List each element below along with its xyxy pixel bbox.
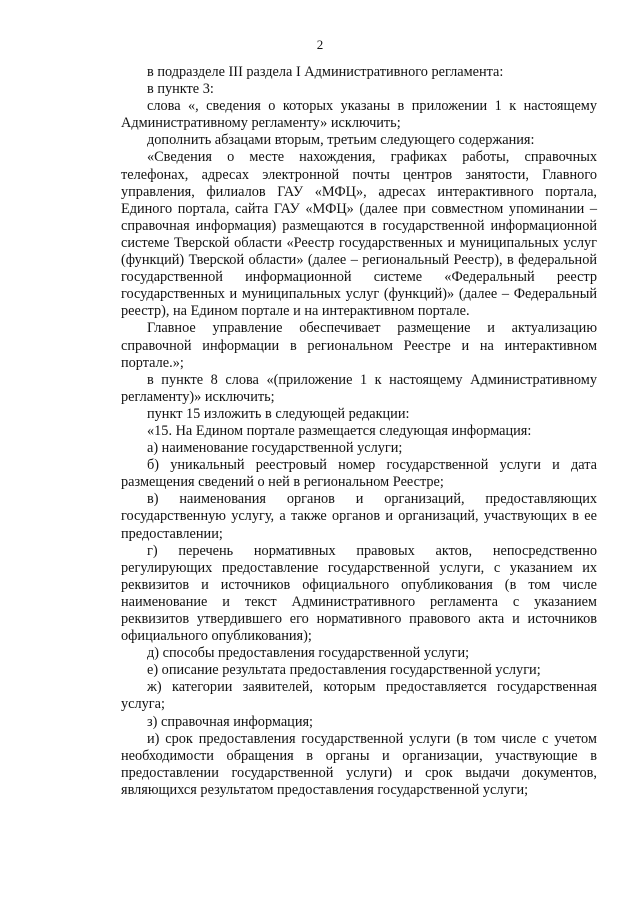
paragraph-4: дополнить абзацами вторым, третьим следующего содержания: (147, 132, 535, 149)
page-number: 2 (316, 37, 324, 52)
paragraph-6: Главное управление обеспечивает размещение и актуализацию справочной информации в региональном Реестре и на интерактивном портале.»; (121, 320, 597, 371)
paragraph-3: слова «, сведения о которых указаны в приложении 1 к настоящему Административному регламенту» исключить; (121, 98, 597, 132)
list-item-b: б) уникальный реестровый номер государственной услуги и дата размещения сведений о ней в региональном Реестре; (121, 457, 597, 491)
list-item-g: г) перечень нормативных правовых актов, непосредственно регулирующих предоставление государственной услуги, с указанием их реквизитов и источников официального опубликования (в том числе наименование и текст Административного регламента с указанием реквизитов утвердившего его нормативного правового акта и источников официального опубликования); (121, 542, 597, 645)
list-item-e: е) описание результата предоставления государственной услуги; (147, 662, 541, 679)
list-item-d: д) способы предоставления государственной услуги; (147, 645, 470, 662)
paragraph-7: в пункте 8 слова «(приложение 1 к настоящему Административному регламенту)» исключить; (121, 371, 597, 405)
paragraph-2: в пункте 3: (147, 81, 214, 98)
paragraph-1: в подразделе III раздела I Административного регламента: (147, 64, 504, 80)
paragraph-8: пункт 15 изложить в следующей редакции: (147, 405, 410, 422)
list-item-i: и) срок предоставления государственной услуги (в том числе с учетом необходимости обращения в органы и организации, участвующие в предоставлении государственной услуги) и срок выдачи документов, являющихся результатом предоставления государственной услуги; (121, 730, 597, 798)
list-item-v: в) наименования органов и организаций, предоставляющих государственную услугу, а также органов и организаций, участвующих в ее предоставлении; (121, 491, 597, 542)
paragraph-5: «Сведения о месте нахождения, графиках работы, справочных телефонах, адресах электронной почты центров занятости, Главного управления, филиалов ГАУ «МФЦ», адресах интерактивного портала, Единого портала, сайта ГАУ «МФЦ» (далее при совместном упоминании – справочная информация) размещаются в государственной информационной системе Тверской области «Реестр государственных и муниципальных услуг (функций) Тверской области» (далее – региональный Реестр), в федеральной государственной информационной системе «Федеральный реестр государственных и муниципальных услуг (функций)» (далее – Федеральный реестр), на Едином портале и на интерактивном портале. (121, 149, 597, 320)
list-item-z: з) справочная информация; (147, 713, 314, 730)
document-body (121, 64, 597, 799)
list-item-a: а) наименование государственной услуги; (147, 440, 403, 457)
list-item-zh: ж) категории заявителей, которым предоставляется государственная услуга; (121, 679, 597, 713)
paragraph-9: «15. На Едином портале размещается следующая информация: (147, 422, 532, 439)
